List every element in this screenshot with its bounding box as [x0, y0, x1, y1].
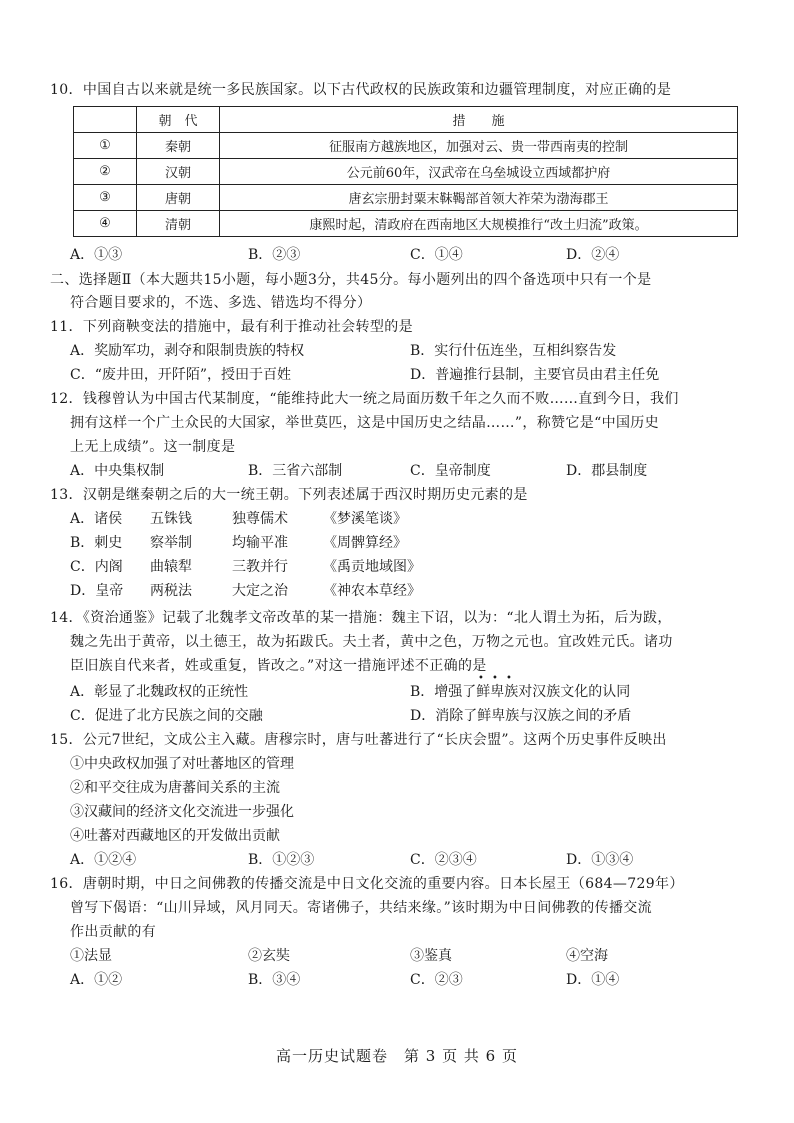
table-cell-measure: 康熙时起，清政府在西南地区大规模推行“改土归流”政策。 [220, 211, 738, 237]
table-cell-dynasty: 汉朝 [137, 159, 220, 185]
q16-item-1: ①法显 [70, 948, 112, 964]
q13-option-d[interactable]: D．皇帝 [70, 583, 124, 599]
q16-item-3: ③鉴真 [410, 948, 452, 964]
q16-stem-line1: 16．唐朝时期，中日之间佛教的传播交流是中日文化交流的重要内容。日本长屋王（684—729年） [50, 876, 684, 892]
q13-option-c[interactable]: C．内阁 [70, 559, 123, 575]
q11-option-c[interactable]: C．“废井田，开阡陌”，授田于百姓 [70, 367, 292, 383]
table-row [74, 133, 738, 159]
q13-a-item4: 《梦溪笔谈》 [323, 511, 407, 527]
q13-b-item3: 均输平准 [232, 535, 288, 551]
q16-option-d[interactable]: D．①④ [566, 972, 620, 988]
q13-option-a[interactable]: A．诸侯 [70, 511, 123, 527]
table-header-row [74, 107, 738, 133]
q11-option-a[interactable]: A．奖励军功，剥夺和限制贵族的特权 [70, 343, 305, 359]
table-cell-num: ② [74, 159, 137, 185]
q16-stem-line3: 作出贡献的有 [70, 924, 157, 940]
q11-stem: 11．下列商鞅变法的措施中，最有利于推动社会转型的是 [50, 319, 413, 335]
q10-stem: 10．中国自古以来就是统一多民族国家。以下古代政权的民族政策和边疆管理制度，对应正确的是 [50, 82, 672, 98]
table-cell-measure: 唐玄宗册封粟末靺鞨部首领大祚荣为渤海郡王 [220, 185, 738, 211]
table-header-dynasty: 朝 代 [137, 107, 220, 133]
q10-table [73, 106, 738, 237]
q13-a-item3: 独尊儒术 [232, 511, 288, 527]
table-cell-num: ③ [74, 185, 137, 211]
q14-stem-line3: 臣旧族自代来者，姓或重复，皆改之。”对这一措施评述不正确的是 [70, 658, 487, 674]
q10-option-b[interactable]: B．②③ [248, 247, 301, 263]
q16-stem-line2: 曾写下偈语：“山川异域，风月同天。寄诸佛子，共结来缘。”该时期为中日间佛教的传播交流 [70, 900, 653, 916]
q12-option-a[interactable]: A．中央集权制 [70, 463, 165, 479]
q15-item-1: ①中央政权加强了对吐蕃地区的管理 [70, 756, 294, 772]
q10-option-d[interactable]: D．②④ [566, 247, 620, 263]
page-footer: 高一历史试题卷 第 3 页 共 6 页 [276, 1047, 518, 1065]
table-cell-num: ④ [74, 211, 137, 237]
q13-b-item4: 《周髀算经》 [323, 535, 407, 551]
table-cell-dynasty: 秦朝 [137, 133, 220, 159]
q16-item-4: ④空海 [566, 948, 608, 964]
q12-option-c[interactable]: C．皇帝制度 [410, 463, 491, 479]
q10-option-c[interactable]: C．①④ [410, 247, 463, 263]
q14-option-c[interactable]: C．促进了北方民族之间的交融 [70, 708, 263, 724]
table-cell-measure: 公元前60年，汉武帝在乌垒城设立西域都护府 [220, 159, 738, 185]
table-cell-measure: 征服南方越族地区，加强对云、贵一带西南夷的控制 [220, 133, 738, 159]
q15-item-4: ④吐蕃对西藏地区的开发做出贡献 [70, 828, 280, 844]
q14-option-b[interactable]: B．增强了鲜卑族对汉族文化的认同 [410, 684, 631, 700]
q16-option-a[interactable]: A．①② [70, 972, 123, 988]
q14-option-d[interactable]: D．消除了鲜卑族与汉族之间的矛盾 [410, 708, 632, 724]
q13-c-item4: 《禹贡地域图》 [323, 559, 421, 575]
table-header-measure: 措 施 [220, 107, 738, 133]
q12-stem-line3: 上无上成绩”。这一制度是 [70, 439, 236, 455]
q15-option-a[interactable]: A．①②④ [70, 852, 137, 868]
table-row [74, 185, 738, 211]
emphasis-dot: • [478, 673, 484, 684]
table-header-num [74, 107, 137, 133]
q14-stem-line2: 魏之先出于黄帝，以土德王，故为拓跋氏。夫土者，黄中之色，万物之元也。宜改姓元氏。诸功 [70, 634, 673, 650]
q12-option-b[interactable]: B．三省六部制 [248, 463, 343, 479]
emphasis-dot: • [506, 673, 512, 684]
q13-d-item3: 大定之治 [232, 583, 288, 599]
section2-heading: 二、选择题Ⅱ（本大题共15小题，每小题3分，共45分。每小题列出的四个备选项中只有一个是 [50, 272, 652, 288]
table-cell-num: ① [74, 133, 137, 159]
table-row [74, 159, 738, 185]
q14-stem-line1: 14．《资治通鉴》记载了北魏孝文帝改革的某一措施：魏主下诏，以为：“北人谓土为拓，后为跋， [50, 610, 672, 626]
q15-option-b[interactable]: B．①②③ [248, 852, 315, 868]
table-cell-dynasty: 清朝 [137, 211, 220, 237]
q15-option-c[interactable]: C．②③④ [410, 852, 477, 868]
q13-stem: 13．汉朝是继秦朝之后的大一统王朝。下列表述属于西汉时期历史元素的是 [50, 487, 528, 503]
q16-item-2: ②玄奘 [248, 948, 290, 964]
q14-option-a[interactable]: A．彰显了北魏政权的正统性 [70, 684, 249, 700]
q11-option-b[interactable]: B．实行什伍连坐，互相纠察告发 [410, 343, 617, 359]
q13-b-item2: 察举制 [150, 535, 192, 551]
q16-option-c[interactable]: C．②③ [410, 972, 463, 988]
q11-option-d[interactable]: D．普遍推行县制，主要官员由君主任免 [410, 367, 660, 383]
emphasis-dot: • [492, 673, 498, 684]
q16-option-b[interactable]: B．③④ [248, 972, 301, 988]
q12-stem-line2: 拥有这样一个广土众民的大国家，举世莫匹，这是中国历史之结晶……”，称赞它是“中国历史 [70, 415, 660, 431]
section2-heading-cont: 符合题目要求的，不选、多选、错选均不得分） [70, 295, 372, 311]
q15-stem: 15．公元7世纪，文成公主入藏。唐穆宗时，唐与吐蕃进行了“长庆会盟”。这两个历史事件反映出 [50, 732, 667, 748]
q13-c-item2: 曲辕犁 [150, 559, 192, 575]
q10-option-a[interactable]: A．①③ [70, 247, 123, 263]
q15-item-3: ③汉藏间的经济文化交流进一步强化 [70, 804, 294, 820]
q13-option-b[interactable]: B．刺史 [70, 535, 123, 551]
table-row [74, 211, 738, 237]
q15-item-2: ②和平交往成为唐蕃间关系的主流 [70, 780, 280, 796]
table-cell-dynasty: 唐朝 [137, 185, 220, 211]
q13-d-item2: 两税法 [150, 583, 192, 599]
q13-d-item4: 《神农本草经》 [323, 583, 421, 599]
q13-c-item3: 三教并行 [232, 559, 288, 575]
q15-option-d[interactable]: D．①③④ [566, 852, 634, 868]
q13-a-item2: 五铢钱 [150, 511, 192, 527]
q12-stem-line1: 12．钱穆曾认为中国古代某制度，“能维持此大一统之局面历数千年之久而不败……直到今日，我们 [50, 391, 679, 407]
q12-option-d[interactable]: D．郡县制度 [566, 463, 648, 479]
